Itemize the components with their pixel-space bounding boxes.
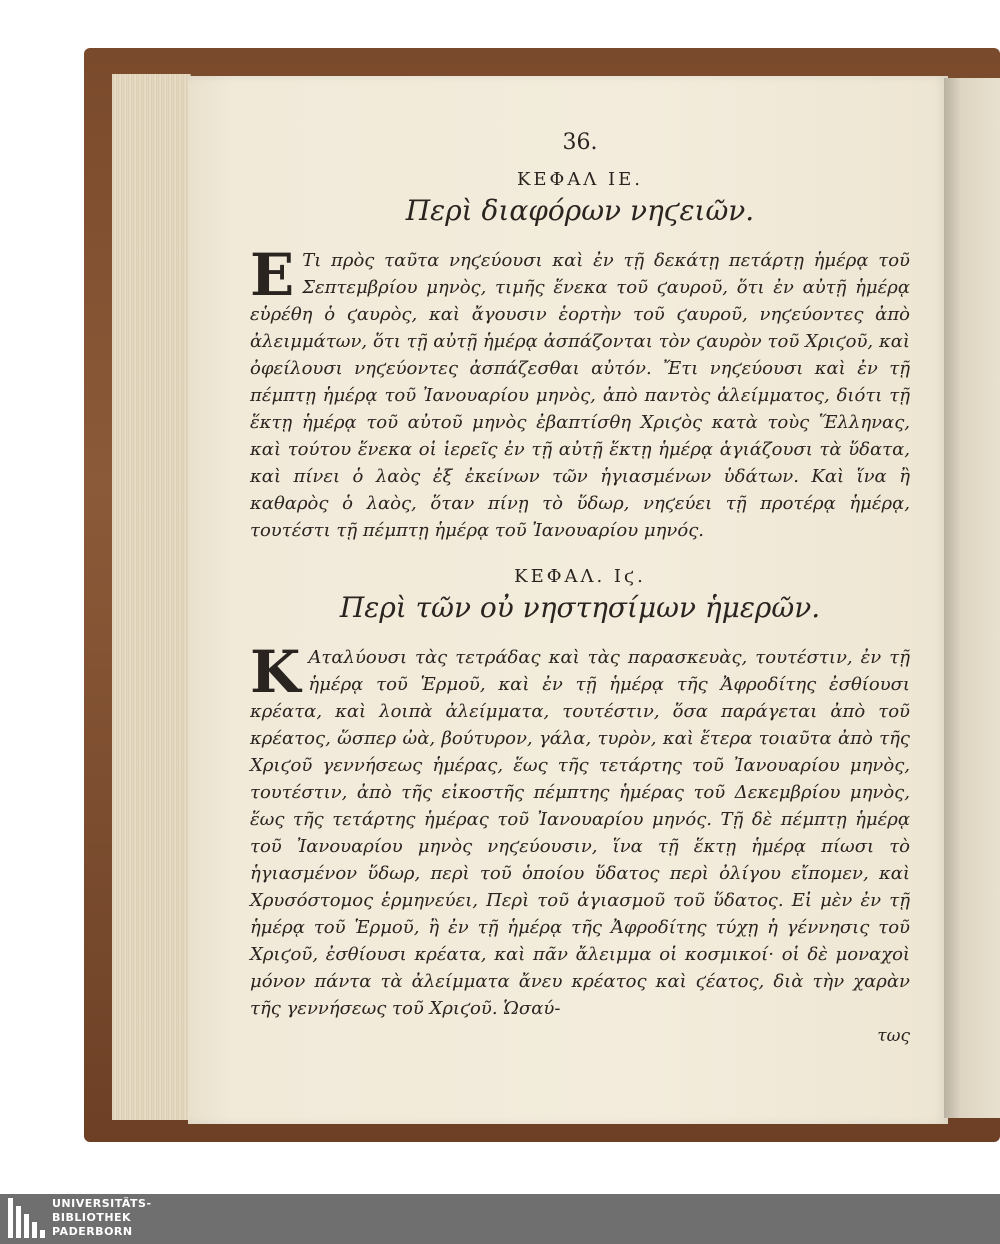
chapter-title: Περὶ τῶν οὐ νηστησίμων ἡμερῶν. [339, 591, 821, 624]
facing-page-edge [944, 78, 1000, 1118]
chapter-paragraph [250, 241, 910, 544]
logo-line: PADERBORN [52, 1225, 133, 1238]
drop-cap: E [250, 241, 295, 309]
chapter-paragraph [250, 638, 910, 1022]
logo-line: UNIVERSITÄTS- [52, 1197, 152, 1210]
logo-line: BIBLIOTHEK [52, 1211, 132, 1224]
paragraph-text: Αταλύουσι τὰς τετράδας καὶ τὰς παρασκευὰς, τουτέστιν, ἐν τῇ ἡμέρᾳ τοῦ Ἑρμοῦ, καὶ ἐν τῇ ἡμέρᾳ τῆς Ἀφροδίτης ἐσθίουσι κρέατα, καὶ λοιπὰ ἀλείμματα, τουτέστιν, ὅσα παράγεται ἀπὸ τοῦ κρέατος, ὥσπερ ὠὰ, βούτυρον, γάλα, τυρὸν, καὶ ἕτερα τοιαῦτα ἀπὸ τῆς Χριϛοῦ γεννήσεως ἡμέρας, ἕως τῆς τετάρτης τοῦ Ἰανουαρίου μηνὸς, τουτέστιν, ἀπὸ τῆς εἰκοστῆς πέμπτης ἡμέρας τοῦ Δεκεμβρίου μηνὸς, ἕως τῆς τετάρτης ἡμέρας τοῦ Ἰανουαρίου μηνός. Τῇ δὲ πέμπτῃ ἡμέρᾳ τοῦ Ἰανουαρίου μηνὸς νηϛεύουσιν, ἵνα τῇ ἕκτῃ ἡμέρᾳ πίωσι τὸ ἡγιασμένον ὕδωρ, περὶ τοῦ ὁποίου ὕδατος περὶ ὀλίγου εἴπομεν, καὶ Χρυσόστομος ἑρμηνεύει, Περὶ τοῦ ἁγιασμοῦ τοῦ ὕδατος. Εἰ μὲν ἐν τῇ ἡμέρᾳ τοῦ Ἑρμοῦ, ἢ ἐν τῇ ἡμέρᾳ τῆς Ἀφροδίτης τύχῃ ἡ γέννησις τοῦ Χριϛοῦ, ἐσθίουσι κρέατα, καὶ πᾶν ἄλειμμα οἱ κοσμικοί· οἱ δὲ μοναχοὶ μόνον πάντα τὰ ἀλείμματα ἄνευ κρέατος καὶ ϛέατος, διὰ τὴν χαρὰν τῆς γεννήσεως τοῦ Χριϛοῦ. Ὡσαύ- [250, 647, 910, 1019]
library-logo-text [52, 1197, 152, 1239]
page-content [250, 130, 910, 1046]
catchword: τως [877, 1026, 910, 1046]
chapter-label: ΚΕΦΑΛ ΙΕ. [516, 169, 644, 190]
chapter-label: ΚΕΦΑΛ. Ιϛ. [514, 566, 646, 587]
paragraph-text: Τι πρὸς ταῦτα νηϛεύουσι καὶ ἐν τῇ δεκάτῃ πετάρτῃ ἡμέρᾳ τοῦ Σεπτεμβρίου μηνὸς, τιμῆς ἕνεκα τοῦ ϛαυροῦ, ὅτι ἐν αὐτῇ ἡμέρᾳ εὑρέθη ὁ ϛαυρὸς, καὶ ἄγουσιν ἑορτὴν τοῦ ϛαυροῦ, νηϛεύοντες ἀπὸ ἀλειμμάτων, ὅτι τῇ αὐτῇ ἡμέρᾳ ἀσπάζονται τὸν ϛαυρὸν τοῦ Χριϛοῦ, καὶ ὀφείλουσι νηϛεύοντες ἀσπάζεσθαι αὐτόν. Ἔτι νηϛεύουσι καὶ ἐν τῇ πέμπτῃ ἡμέρᾳ τοῦ Ἰανουαρίου μηνὸς, ἀπὸ παντὸς ἀλείμματος, διότι τῇ ἕκτῃ ἡμέρᾳ τοῦ αὐτοῦ μηνὸς ἐβαπτίσθη Χριϛὸς κατὰ τοὺς Ἕλληνας, καὶ τούτου ἕνεκα οἱ ἱερεῖς ἐν τῇ αὐτῇ ἕκτῃ ἡμέρᾳ ἁγιάζουσι τὰ ὕδατα, καὶ πίνει ὁ λαὸς ἐξ ἐκείνων τῶν ἡγιασμένων ὑδάτων. Καὶ ἵνα ἢ καθαρὸς ὁ λαὸς, ὅταν πίνῃ τὸ ὕδωρ, νηϛεύει τῇ προτέρᾳ ἡμέρᾳ, τουτέστι τῇ πέμπτῃ ἡμέρᾳ τοῦ Ἰανουαρίου μηνός. [250, 250, 910, 541]
chapter-title: Περὶ διαφόρων νηϛειῶν. [405, 194, 755, 227]
library-footer [0, 1194, 1000, 1244]
drop-cap: K [250, 638, 301, 706]
page-number: 36. [562, 130, 598, 155]
page-edges [112, 74, 191, 1120]
library-logo-icon [8, 1198, 44, 1238]
